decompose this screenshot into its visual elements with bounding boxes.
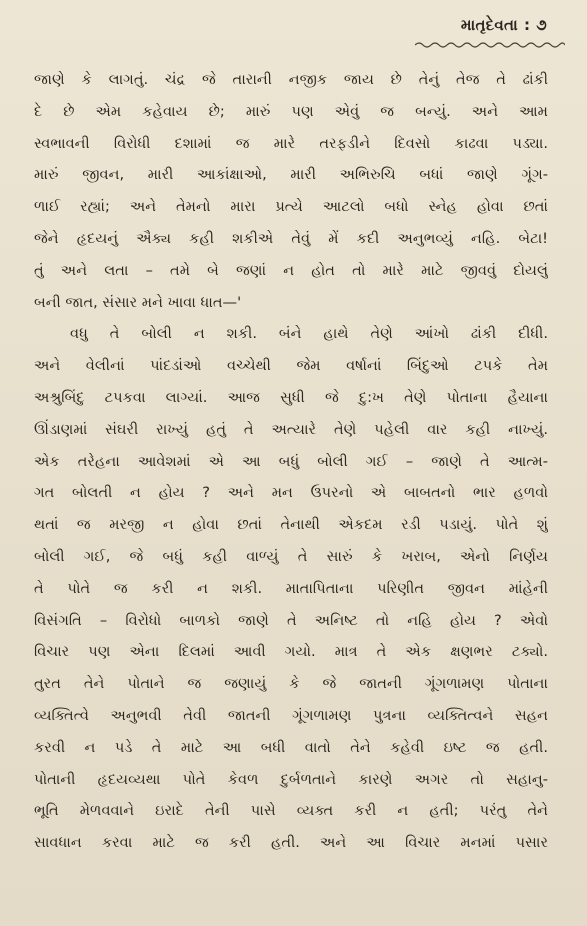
- text-line: કરવી ન પડે તે માટે આ બધી વાતો તેને કહેવી ઇષ્ટ જ હતી.: [34, 738, 548, 756]
- header-separator: :: [523, 16, 531, 34]
- text-line: વ્યક્તિત્વે અનુભવી તેવી જાતની ગૂંગળામણ પુત્રના વ્યક્તિત્વને સહન: [34, 706, 548, 724]
- running-header: [461, 16, 547, 34]
- text-line: તું અને લતા – તમે બે જણાં ન હોત તો મારે માટે જીવવું દોયલું: [34, 261, 548, 279]
- text-line: અશ્રુબિંદુ ટપકવા લાગ્યાં. આજ સુધી જે દુ:ખ તેણે પોતાના હૈયાના: [34, 388, 548, 406]
- text-line: જેને હૃદયનું ઐક્ય કહી શકીએ તેવું મેં કદી અનુભવ્યું નહિ. બેટા!: [34, 229, 548, 247]
- text-line: ગત બોલતી ન હોય ? અને મન ઉપરનો એ બાબતનો ભાર હળવો: [34, 484, 548, 502]
- text-line: ળાઈ રહ્યાં; અને તેમનો મારા પ્રત્યે આટલો બધો સ્નેહ હોવા છતાં: [34, 198, 548, 216]
- text-line: સ્વભાવની વિરોધી દશામાં જ મારે તરફડીને દિવસો કાઢવા પડ્યા.: [34, 134, 548, 152]
- text-line: એક તરેહના આવેશમાં એ આ બધું બોલી ગઈ – જાણે તે આત્મ-: [34, 452, 548, 470]
- text-line: જાણે કે લાગતું. ચંદ્ર જે તારાની નજીક જાય છે તેનું તેજ તે ઢાંકી: [34, 71, 548, 88]
- text-line: દે છે એમ કહેવાય છે; મારું પણ એવું જ બન્યું. અને આમ: [34, 102, 548, 120]
- book-title: માતૃદેવતા: [460, 16, 518, 34]
- text-line: વિસંગતિ – વિરોધો બાળકો જાણે તે અનિષ્ટ તો નહિ હોય ? એવો: [34, 611, 548, 629]
- text-line: વિચાર પણ એના દિલમાં આવી ગયો. માત્ર તે એક ક્ષણભર ટક્યો.: [34, 643, 548, 661]
- text-line: ઊંડાણમાં સંઘરી રાખ્યું હતું તે અત્યારે તેણે પહેલી વાર કહી નાખ્યું.: [34, 420, 548, 438]
- text-line: અને વેલીનાં પાંદડાંઓ વચ્ચેથી જેમ વર્ષાનાં બિંદુઓ ટપકે તેમ: [34, 357, 548, 375]
- body-text: [34, 64, 548, 859]
- page-number: ૭: [536, 16, 547, 34]
- text-line: તે પોતે જ કરી ન શકી. માતાપિતાના પરિણીત જીવન માંહેની: [34, 579, 548, 597]
- text-line: થતાં જ મરજી ન હોવા છતાં તેનાથી એકદમ રડી પડાયું. પોતે શું: [34, 516, 548, 534]
- text-line: બની જાત, સંસાર મને ખાવા ધાત—': [34, 293, 242, 311]
- paragraph: [34, 64, 548, 318]
- text-line: બોલી ગઈ, જે બધું કહી વાળ્યું તે સારું કે ખરાબ, એનો નિર્ણય: [34, 547, 548, 565]
- text-line: વધુ તે બોલી ન શકી. બંને હાથે તેણે આંખો ઢાંકી દીધી.: [70, 325, 548, 343]
- text-line: પોતાની હૃદયવ્યથા પોતે કેવળ દુર્બળતાને કારણે અગર તો સહાનુ-: [34, 770, 548, 788]
- text-line: તુરત તેને પોતાને જ જણાયું કે જે જાતની ગૂંગળામણ પોતાના: [34, 675, 548, 693]
- header-ornament-icon: [415, 40, 565, 50]
- text-line: મારું જીવન, મારી આકાંક્ષાઓ, મારી અભિરુચિ બધાં જાણે ગૂંગ-: [34, 166, 548, 184]
- paragraph: [34, 318, 548, 859]
- text-line: ભૂતિ મેળવવાને ઇરાદે તેની પાસે વ્યક્ત કરી ન હતી; પરંતુ તેને: [34, 802, 548, 820]
- text-line: સાવધાન કરવા માટે જ કરી હતી. અને આ વિચાર મનમાં પસાર: [34, 834, 548, 852]
